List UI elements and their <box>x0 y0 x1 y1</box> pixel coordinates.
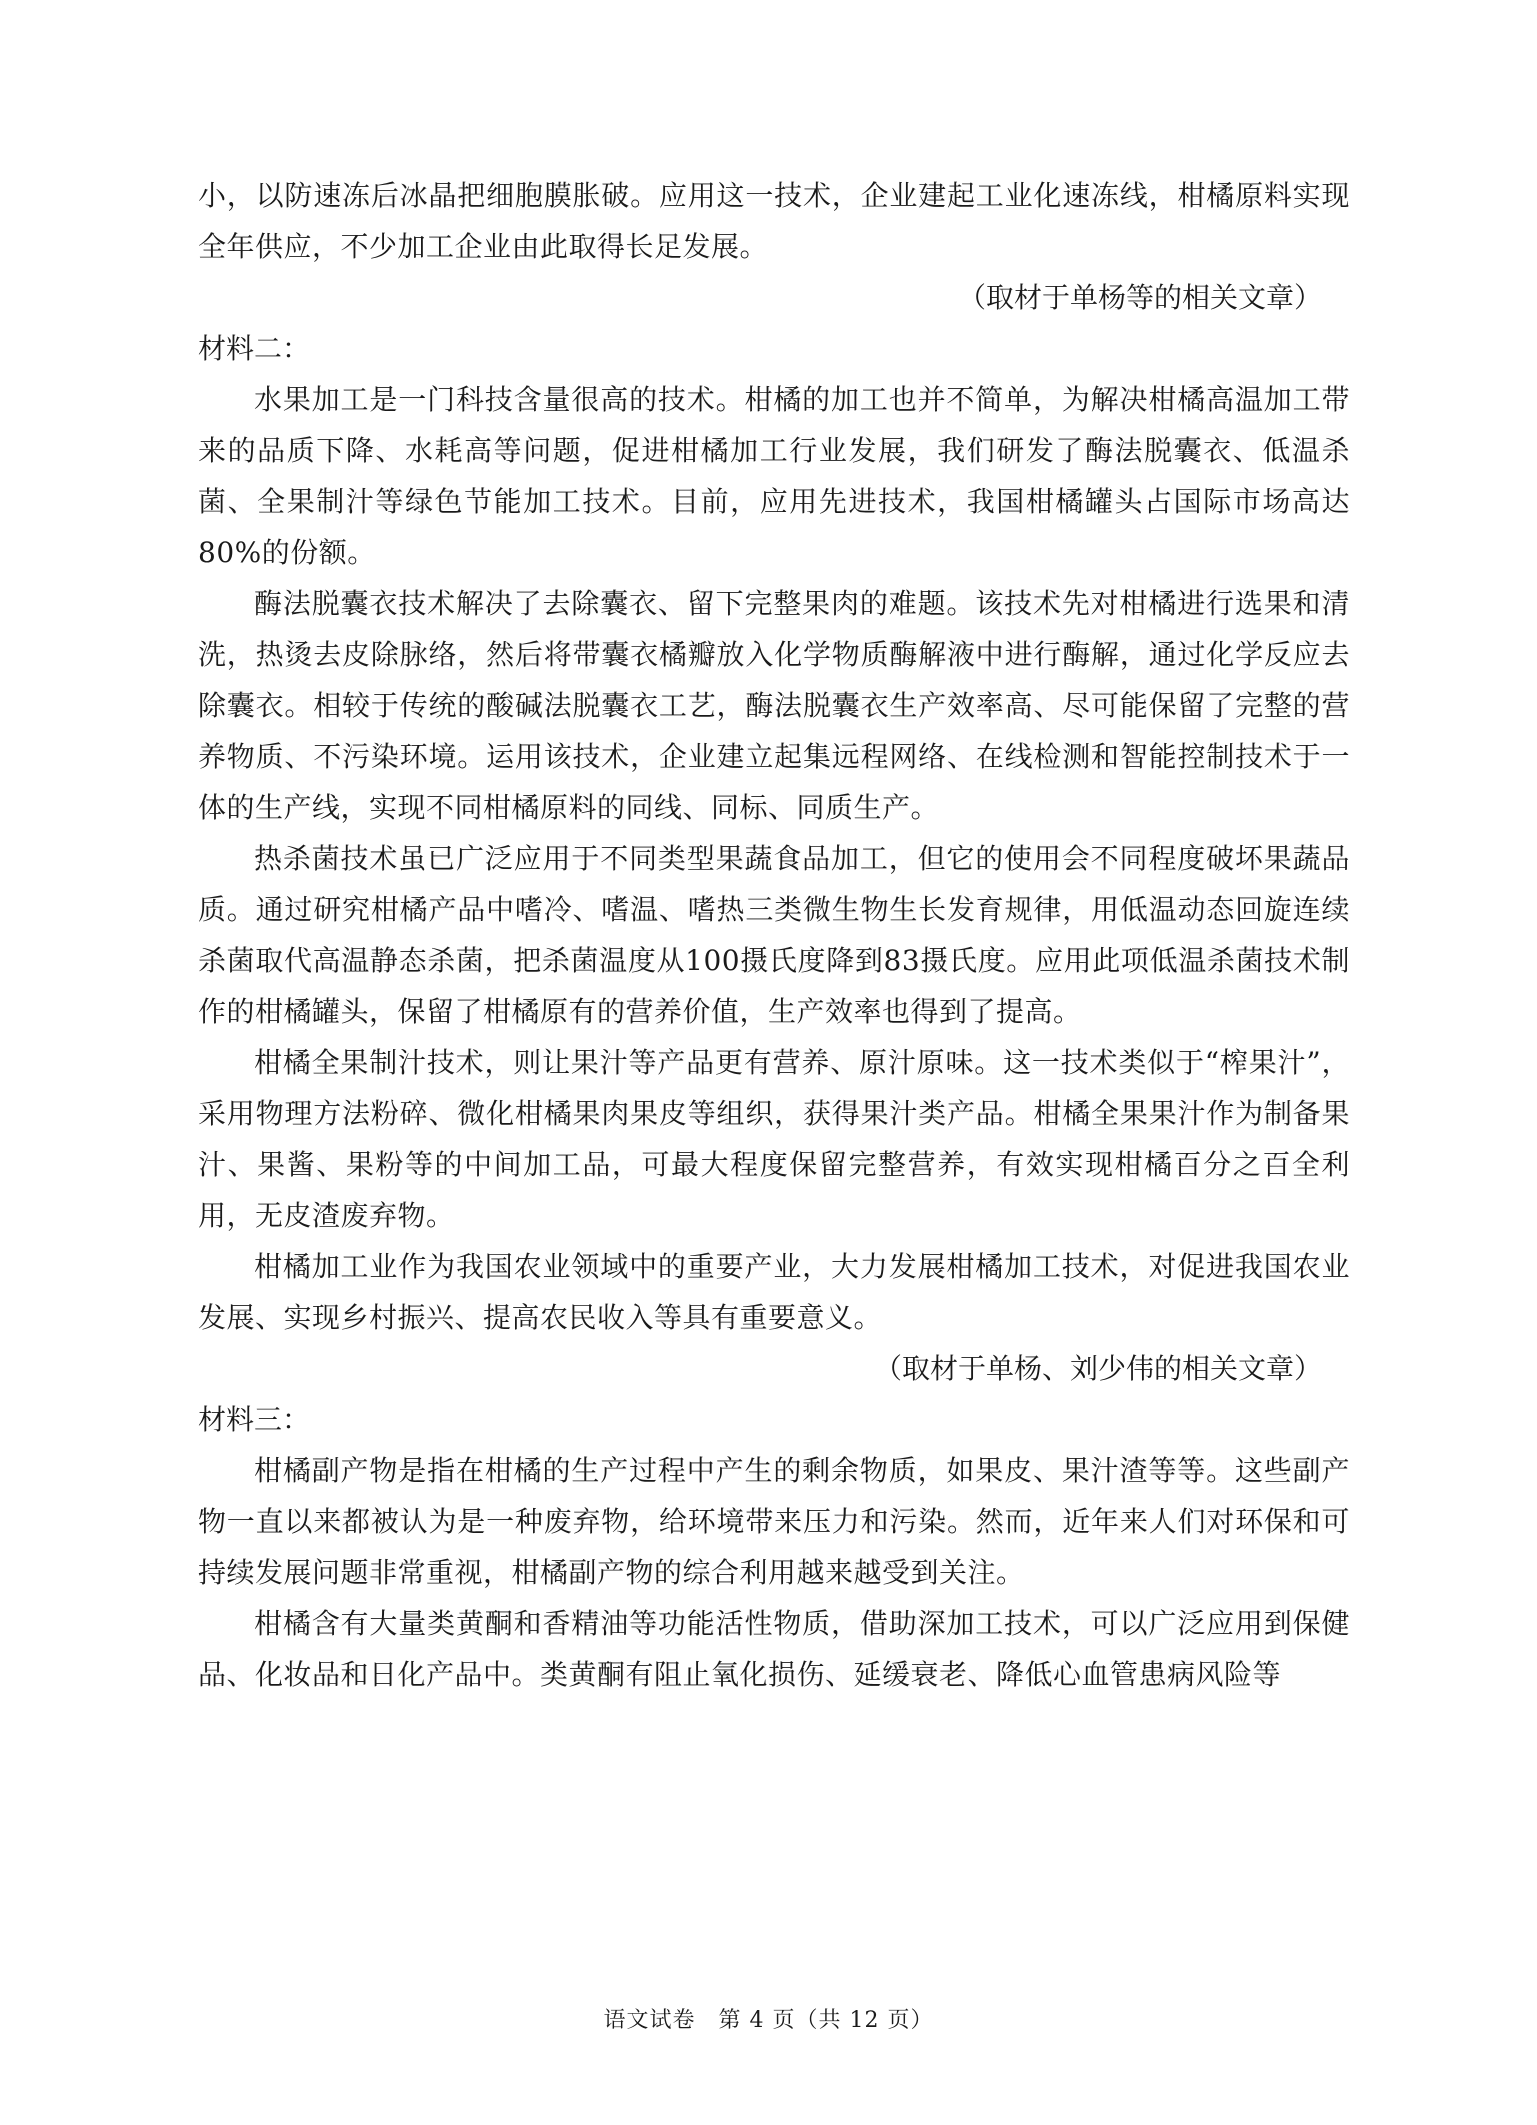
page-footer: 语文试卷 第 4 页（共 12 页） <box>603 2008 934 2033</box>
section1-continuation: 小，以防速冻后冰晶把细胞膜胀破。应用这一技术，企业建起工业化速冻线，柑橘原料实现全年供应，不少加工企业由此取得长足发展。 <box>198 179 1350 263</box>
exam-page-content <box>198 170 1350 1700</box>
section3-paragraph-1: 柑橘副产物是指在柑橘的生产过程中产生的剩余物质，如果皮、果汁渣等等。这些副产物一直以来都被认为是一种废弃物，给环境带来压力和污染。然而，近年来人们对环保和可持续发展问题非常重视，柑橘副产物的综合利用越来越受到关注。 <box>198 1454 1350 1589</box>
section2-paragraph-5: 柑橘加工业作为我国农业领域中的重要产业，大力发展柑橘加工技术，对促进我国农业发展、实现乡村振兴、提高农民收入等具有重要意义。 <box>198 1250 1350 1334</box>
section3-heading: 材料三： <box>198 1403 311 1436</box>
section2-source: （取材于单杨、刘少伟的相关文章） <box>873 1352 1322 1385</box>
section2-paragraph-3: 热杀菌技术虽已广泛应用于不同类型果蔬食品加工，但它的使用会不同程度破坏果蔬品质。通过研究柑橘产品中嗜冷、嗜温、嗜热三类微生物生长发育规律，用低温动态回旋连续杀菌取代高温静态杀菌，把杀菌温度从100摄氏度降到83摄氏度。应用此项低温杀菌技术制作的柑橘罐头，保留了柑橘原有的营养价值，生产效率也得到了提高。 <box>198 842 1350 1028</box>
section2-heading: 材料二： <box>198 332 311 365</box>
section2-paragraph-4: 柑橘全果制汁技术，则让果汁等产品更有营养、原汁原味。这一技术类似于“榨果汁”，采用物理方法粉碎、微化柑橘果肉果皮等组织，获得果汁类产品。柑橘全果果汁作为制备果汁、果酱、果粉等的中间加工品，可最大程度保留完整营养，有效实现柑橘百分之百全利用，无皮渣废弃物。 <box>198 1046 1350 1232</box>
section2-paragraph-2: 酶法脱囊衣技术解决了去除囊衣、留下完整果肉的难题。该技术先对柑橘进行选果和清洗，热烫去皮除脉络，然后将带囊衣橘瓣放入化学物质酶解液中进行酶解，通过化学反应去除囊衣。相较于传统的酸碱法脱囊衣工艺，酶法脱囊衣生产效率高、尽可能保留了完整的营养物质、不污染环境。运用该技术，企业建立起集远程网络、在线检测和智能控制技术于一体的生产线，实现不同柑橘原料的同线、同标、同质生产。 <box>198 587 1350 824</box>
section3-paragraph-2: 柑橘含有大量类黄酮和香精油等功能活性物质，借助深加工技术，可以广泛应用到保健品、化妆品和日化产品中。类黄酮有阻止氧化损伤、延缓衰老、降低心血管患病风险等 <box>198 1607 1350 1691</box>
section1-source: （取材于单杨等的相关文章） <box>957 281 1322 314</box>
section2-paragraph-1: 水果加工是一门科技含量很高的技术。柑橘的加工也并不简单，为解决柑橘高温加工带来的品质下降、水耗高等问题，促进柑橘加工行业发展，我们研发了酶法脱囊衣、低温杀菌、全果制汁等绿色节能加工技术。目前，应用先进技术，我国柑橘罐头占国际市场高达80%的份额。 <box>198 383 1350 569</box>
